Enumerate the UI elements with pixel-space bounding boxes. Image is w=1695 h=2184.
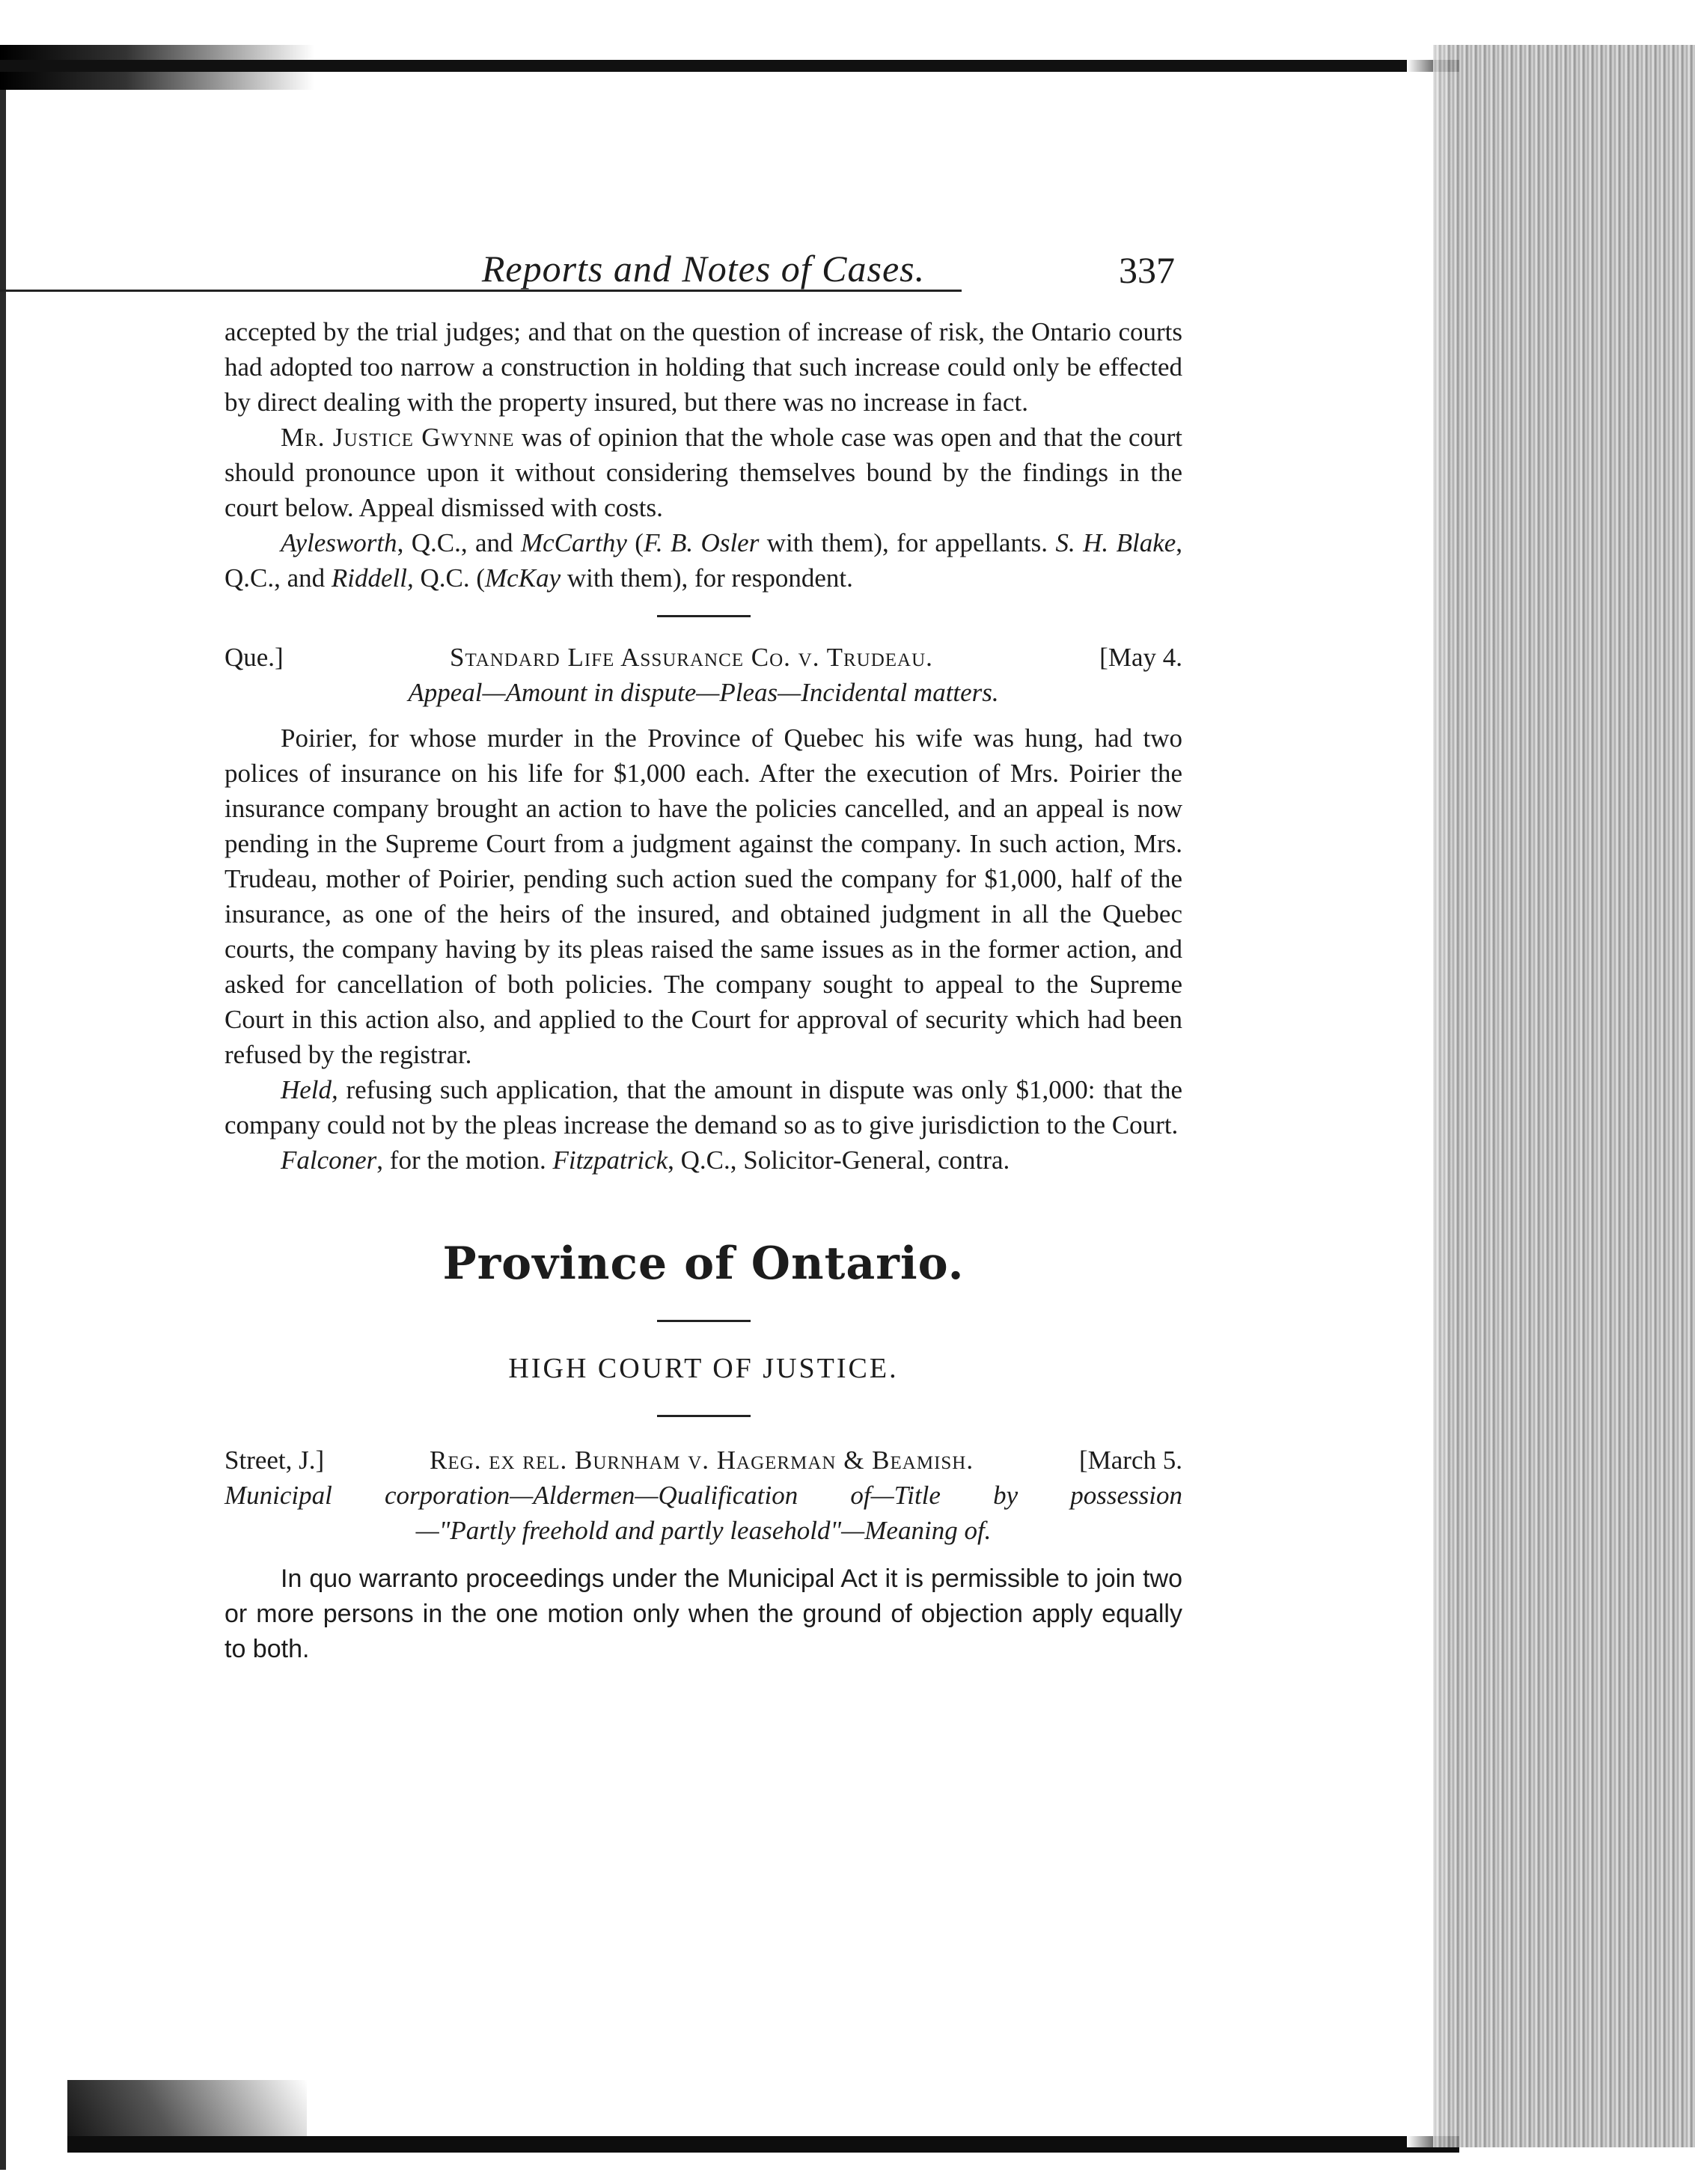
case-counsel	[225, 1143, 1182, 1178]
gwynne-text: was of opinion that the whole case was open and that the court should pronounce upon it without considering themselves bound by the findings in the court below. Appeal dismissed with costs.	[225, 423, 1182, 522]
counsel-text: , Q.C., and	[225, 528, 1183, 593]
judge-name: Mr. Justice Gwynne	[281, 423, 515, 452]
scan-edge-left	[0, 45, 6, 2170]
counsel-text: (	[626, 528, 644, 557]
counsel-text: , for the motion.	[376, 1145, 553, 1175]
page-edges-fade	[1407, 45, 1452, 2147]
counsel-name: Fitzpatrick	[552, 1145, 668, 1175]
province-heading: Province of Ontario.	[442, 1238, 965, 1290]
gwynne-paragraph	[225, 420, 1182, 525]
counsel-name: Falconer	[281, 1145, 377, 1175]
scan-edge-top-bar	[0, 60, 1459, 72]
counsel-name: McKay	[485, 563, 561, 593]
scan-edge-bottom-bar	[67, 2136, 1459, 2153]
page-number: 337	[1119, 249, 1175, 291]
counsel-text: , Q.C., and	[397, 528, 521, 557]
case-date: [May 4.	[1099, 643, 1182, 672]
court-heading: HIGH COURT OF JUSTICE.	[508, 1353, 899, 1384]
case-facts: In quo warranto proceedings under the Municipal Act it is permissible to join two or more persons in the one motion only when the ground of objection apply equally to both.	[225, 1564, 1182, 1663]
case-catchwords-line2: —"Partly freehold and partly leasehold"—Meaning of.	[415, 1516, 992, 1545]
prev-case-paragraph: accepted by the trial judges; and that on the question of increase of risk, the Ontario courts had adopted too narrow a construction in holding that such increase could only be effected by direct dealing with the property insured, but there was no increase in fact.	[225, 317, 1182, 417]
case-catchwords: Appeal—Amount in dispute—Pleas—Incidental matters.	[408, 678, 999, 707]
case-holding	[225, 1072, 1182, 1143]
counsel-name: S. H. Blake	[1055, 528, 1176, 557]
running-header	[225, 247, 1182, 307]
case-court: Que.]	[225, 643, 284, 672]
case-date: [March 5.	[1078, 1446, 1182, 1475]
counsel-text: , Q.C., Solicitor-General, contra.	[668, 1145, 1010, 1175]
case-catchwords-line1: Municipal corporation—Aldermen—Qualification of—Title by possession	[225, 1481, 1182, 1510]
case-heading	[225, 1443, 1182, 1478]
counsel-text: with them), for appellants.	[759, 528, 1056, 557]
case-facts: Poirier, for whose murder in the Province of Quebec his wife was hung, had two polices of insurance on his life for $1,000 each. After the execution of Mrs. Poirier the insurance company brought an action to have the policies cancelled, and an appeal is now pending in the Supreme Court from a judgment against the company. In such action, Mrs. Trudeau, mother of Poirier, pending such action sued the company for $1,000, half of the insurance, as one of the heirs of the insured, and obtained judgment in all the Quebec courts, the company having by its pleas raised the same issues as in the former action, and asked for cancellation of both policies. The company sought to appeal to the Supreme Court in this action also, and applied to the Court for approval of security which had been refused by the registrar.	[225, 724, 1182, 1069]
prev-case-counsel	[225, 525, 1182, 596]
counsel-text: Q.C. (	[413, 563, 486, 593]
counsel-name: Riddell,	[331, 563, 414, 593]
case-title: Standard Life Assurance Co. v. Trudeau.	[450, 643, 933, 672]
running-title: Reports and Notes of Cases.	[481, 248, 926, 290]
counsel-name: F. B. Osler	[643, 528, 760, 557]
held-text: refusing such application, that the amount in dispute was only $1,000: that the company could not by the pleas increase the demand so as to give jurisdiction to the Court.	[225, 1075, 1182, 1140]
page-edges-right	[1433, 45, 1695, 2147]
case-title: Reg. ex rel. Burnham v. Hagerman & Beamish.	[430, 1446, 974, 1475]
page-body	[225, 247, 1182, 1667]
counsel-name: McCarthy	[520, 528, 627, 557]
counsel-name: Aylesworth	[281, 528, 397, 557]
counsel-text: with them), for respondent.	[561, 563, 853, 593]
case-court: Street, J.]	[225, 1446, 325, 1475]
case-heading	[225, 640, 1182, 675]
held-label: Held,	[281, 1075, 338, 1104]
